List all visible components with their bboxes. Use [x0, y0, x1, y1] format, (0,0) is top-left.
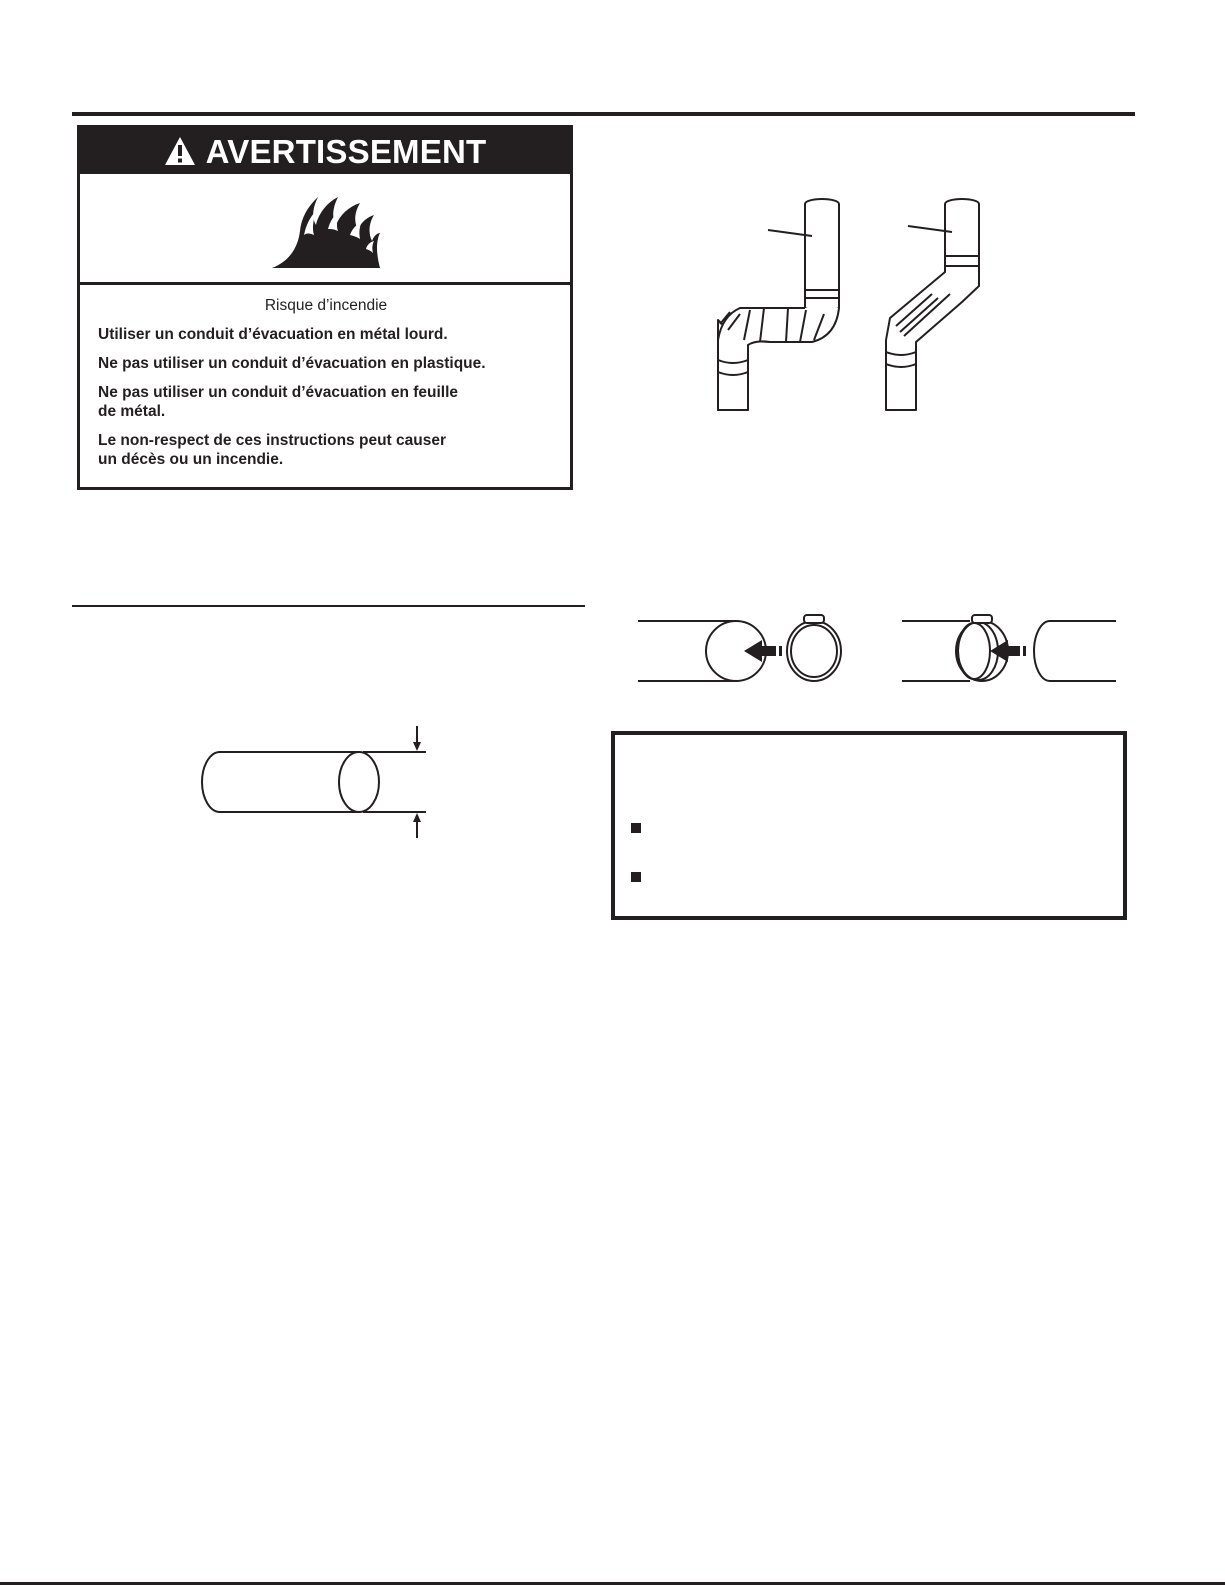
- top-rule: [72, 112, 1135, 116]
- warning-box: [77, 125, 573, 490]
- section-rule: [72, 605, 585, 607]
- square-bullet-icon: [631, 823, 641, 833]
- warning-triangle-icon: [164, 136, 196, 166]
- warning-line: Ne pas utiliser un conduit d’évacuation en feuille de métal.: [98, 384, 459, 420]
- elbow-duct-illustration: [700, 190, 1000, 420]
- duct-diameter-illustration: [198, 724, 430, 840]
- clamp-illustration-right: [900, 608, 1120, 690]
- warning-header: [80, 128, 570, 174]
- clamp-illustration-left: [636, 608, 848, 690]
- warning-title: AVERTISSEMENT: [205, 132, 487, 170]
- warning-line: Le non-respect de ces instructions peut causer un décès ou un incendie.: [98, 432, 446, 468]
- fire-icon: [270, 191, 382, 269]
- note-box: [611, 731, 1127, 920]
- square-bullet-icon: [631, 872, 641, 882]
- hazard-title: Risque d’incendie: [264, 297, 388, 314]
- fire-symbol-panel: [80, 174, 570, 285]
- warning-line: Utiliser un conduit d’évacuation en métal lourd.: [98, 326, 448, 343]
- warning-text: [80, 285, 570, 469]
- warning-line: Ne pas utiliser un conduit d’évacuation en plastique.: [98, 355, 486, 372]
